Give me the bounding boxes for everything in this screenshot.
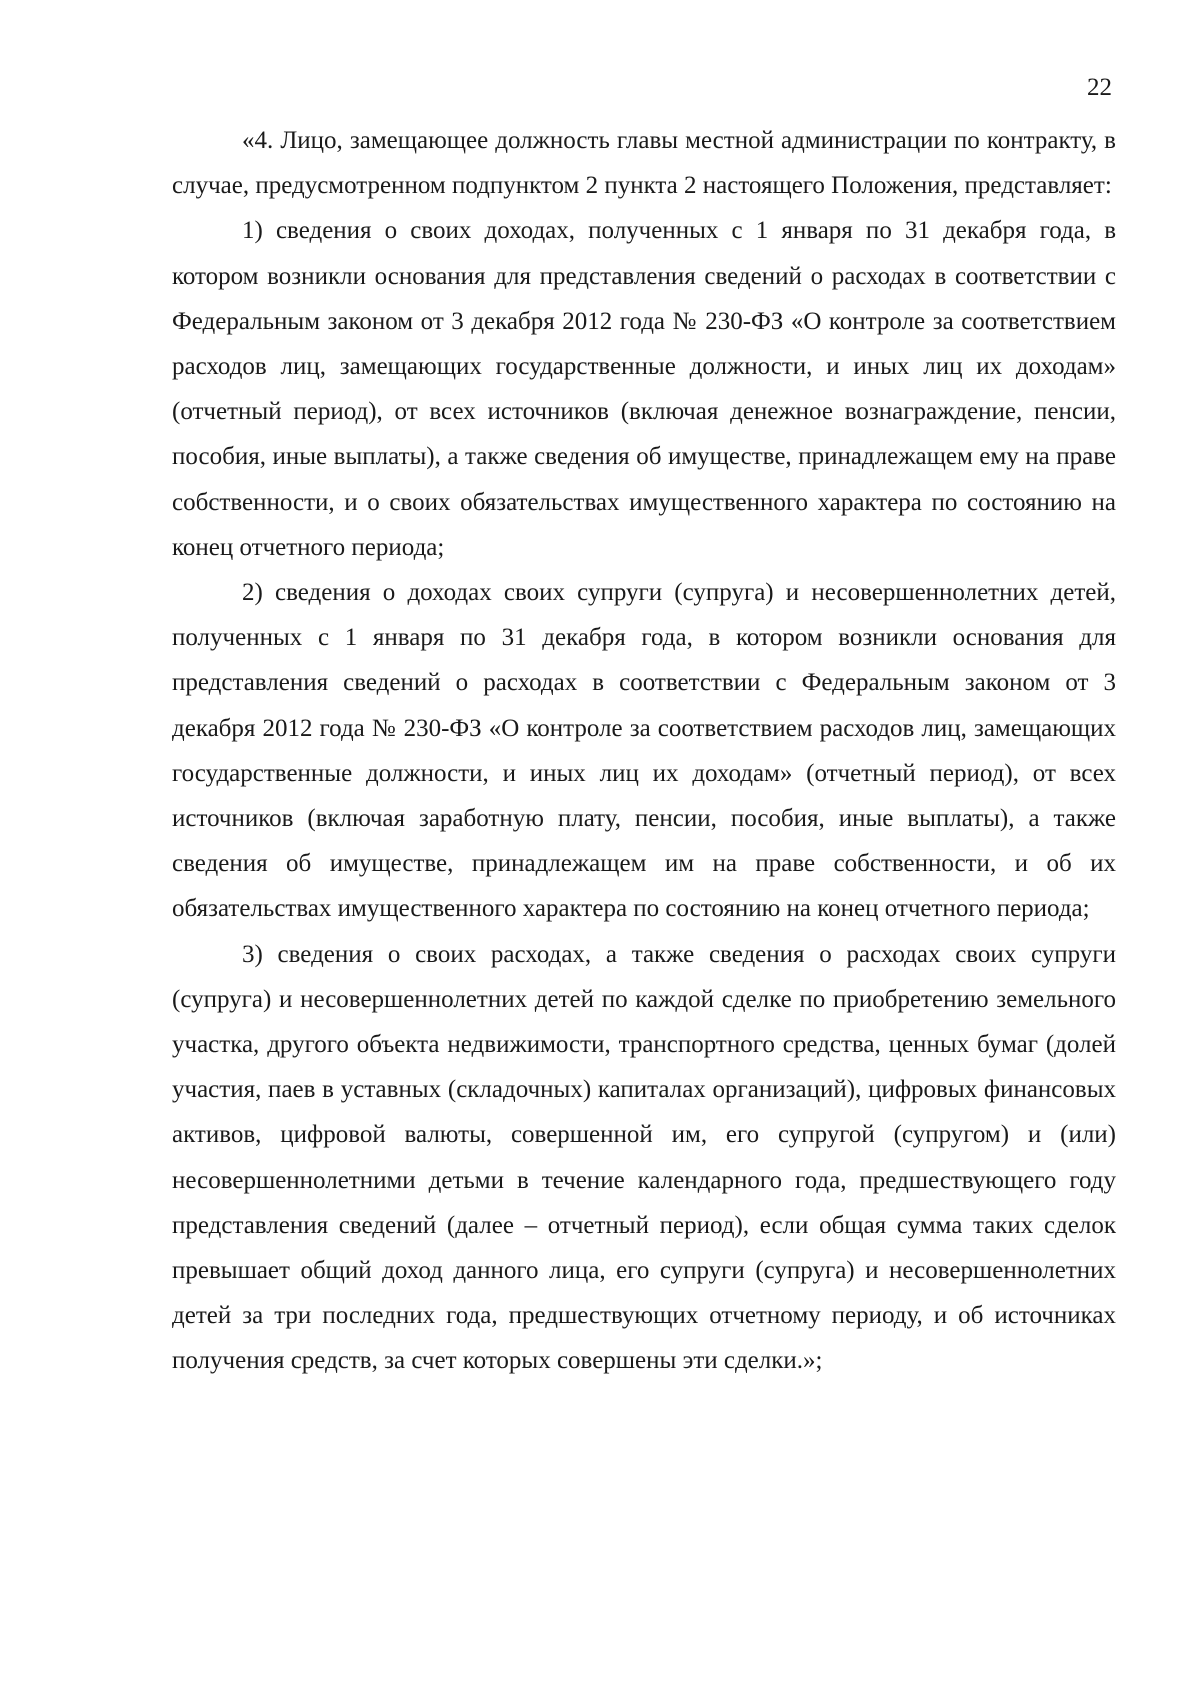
document-body	[172, 118, 1116, 1384]
paragraph-intro: «4. Лицо, замещающее должность главы местной администрации по контракту, в случае, предусмотренном подпунктом 2 пункта 2 настоящего Положения, представляет:	[172, 127, 1116, 200]
paragraph-item-2: 2) сведения о доходах своих супруги (супруга) и несовершеннолетних детей, полученных с 1 января по 31 декабря года, в котором возникли основания для представления сведений о расходах в соответствии с Федеральным законом от 3 декабря 2012 года № 230-ФЗ «О контроле за соответствием расходов лиц, замещающих государственные должности, и иных лиц их доходам» (отчетный период), от всех источников (включая заработную плату, пенсии, пособия, иные выплаты), а также сведения об имуществе, принадлежащем им на праве собственности, и об их обязательствах имущественного характера по состоянию на конец отчетного периода;	[172, 579, 1116, 923]
paragraph-item-1: 1) сведения о своих доходах, полученных с 1 января по 31 декабря года, в котором возникли основания для представления сведений о расходах в соответствии с Федеральным законом от 3 декабря 2012 года № 230-ФЗ «О контроле за соответствием расходов лиц, замещающих государственные должности, и иных лиц их доходам» (отчетный период), от всех источников (включая денежное вознаграждение, пенсии, пособия, иные выплаты), а также сведения об имуществе, принадлежащем ему на праве собственности, и о своих обязательствах имущественного характера по состоянию на конец отчетного периода;	[172, 217, 1116, 561]
page-number: 22	[1087, 74, 1112, 101]
paragraph-item-3: 3) сведения о своих расходах, а также сведения о расходах своих супруги (супруга) и несовершеннолетних детей по каждой сделке по приобретению земельного участка, другого объекта недвижимости, транспортного средства, ценных бумаг (долей участия, паев в уставных (складочных) капиталах организаций), цифровых финансовых активов, цифровой валюты, совершенной им, его супругой (супругом) и (или) несовершеннолетними детьми в течение календарного года, предшествующего году представления сведений (далее – отчетный период), если общая сумма таких сделок превышает общий доход данного лица, его супруги (супруга) и несовершеннолетних детей за три последних года, предшествующих отчетному периоду, и об источниках получения средств, за счет которых совершены эти сделки.»;	[172, 940, 1116, 1375]
